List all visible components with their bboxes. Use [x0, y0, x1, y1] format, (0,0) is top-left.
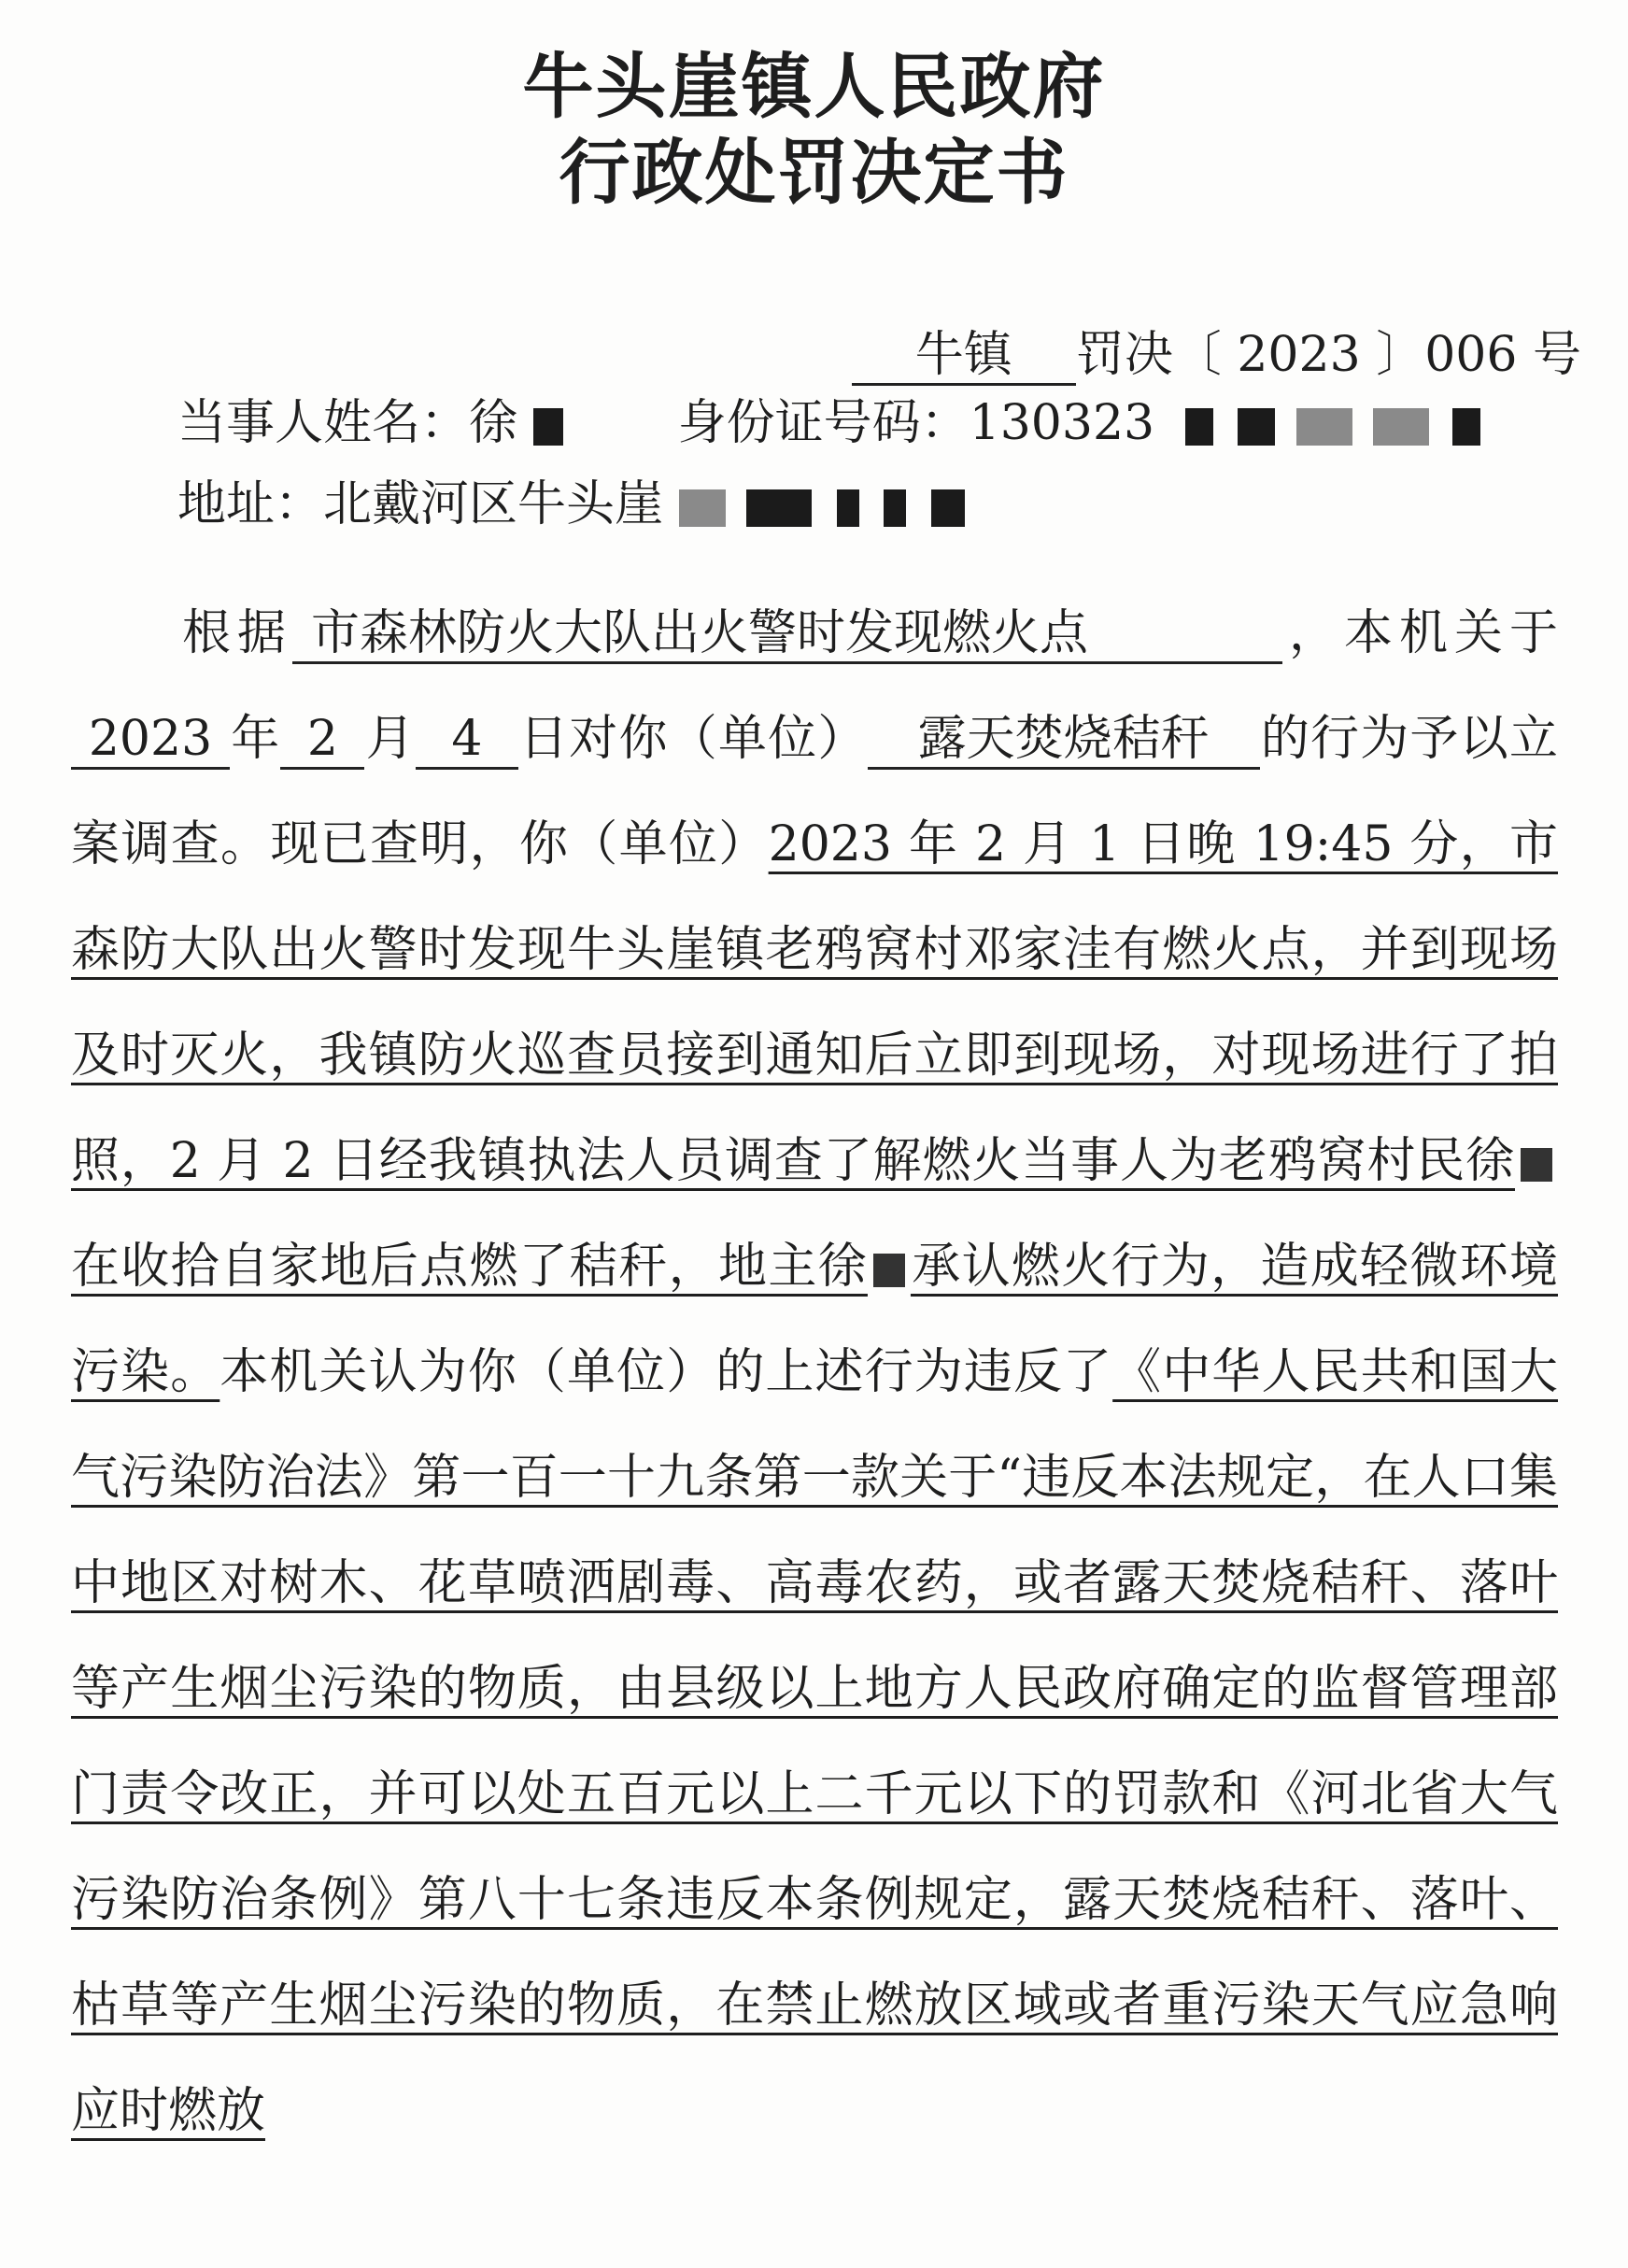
redaction-mark	[1185, 408, 1213, 446]
redaction-mark	[884, 489, 906, 527]
title-line-1: 牛头崖镇人民政府	[522, 45, 1106, 128]
address-label: 地址：	[177, 476, 324, 532]
behavior-tail: 的行为予以	[1259, 711, 1509, 767]
case-date-month: 2	[280, 711, 364, 770]
redaction-mark	[837, 489, 859, 527]
redaction-mark	[746, 489, 812, 527]
redaction-mark	[931, 489, 965, 527]
redaction-mark	[1521, 1148, 1552, 1182]
findings-text-3: 承认燃火行为，造成轻微环境污染。	[71, 1239, 1558, 1400]
basis-source: 市森林防火大队出火警时发现燃火点	[292, 605, 1282, 664]
party-id-label: 身份证号码：	[677, 395, 970, 451]
conclusion: 本机关认为你（单位）的上述行为违反了	[219, 1344, 1113, 1400]
law-text: 《中华人民共和国大气污染防治法》第一百一十九条第一款关于“违反本法规定，在人口集中地区对树木、花草喷洒剧毒、高毒农药，或者露天焚烧秸秆、落叶等产生烟尘污染的物质，由县级以上地方人民政府确定的监督管理部门责令改正，并可以处五百元以上二千元以下的罚款和《河北省大气污染防治条例》第八十七条违反本条例规定，露天焚烧秸秆、落叶、枯草等产生烟尘污染的物质，在禁止燃放区域或者重污染天气应急响应时燃放	[71, 1344, 1558, 2139]
party-line	[177, 390, 1480, 456]
party-name-label: 当事人姓名：	[177, 395, 470, 451]
doc-number-prefix: 牛镇	[852, 327, 1076, 386]
redaction-mark	[1373, 408, 1429, 446]
doc-number-mid: 罚决〔 2023 〕006 号	[1075, 327, 1581, 383]
party-name-value: 徐	[469, 395, 518, 451]
case-date-day: 4	[416, 711, 518, 770]
redaction-mark	[679, 489, 726, 527]
basis-tail: ，本机关于	[1282, 605, 1558, 661]
day-unit: 日对你（单位）	[517, 711, 868, 767]
year-unit: 年	[230, 711, 281, 767]
case-date-year: 2023	[71, 711, 230, 770]
title-line-2: 行政处罚决定书	[559, 131, 1069, 214]
findings-lead: 立案调查。现已查明，你（单位）	[71, 711, 1558, 872]
party-id-value: 130323	[969, 395, 1155, 451]
month-unit: 月	[364, 711, 416, 767]
redaction-mark	[1296, 408, 1352, 446]
findings-text-2: 在收拾自家地后点燃了秸秆，地主徐	[71, 1239, 868, 1295]
redaction-mark	[873, 1254, 905, 1287]
address-value: 北戴河区牛头崖	[323, 476, 664, 532]
basis-lead: 根据	[176, 605, 292, 661]
redaction-mark	[1452, 408, 1480, 446]
findings-text-1: 2023 年 2 月 1 日晚 19:45 分，市森防大队出火警时发现牛头崖镇老鸦窝村邓家洼有燃火点，并到现场及时灭火，我镇防火巡查员接到通知后立即到现场，对现场进行了拍照，2 月 2 日经我镇执法人员调查了解燃火当事人为老鸦窝村民徐	[71, 816, 1558, 1189]
document-number	[852, 322, 1581, 388]
redaction-mark	[533, 408, 563, 446]
behavior: 露天焚烧秸秆	[868, 711, 1260, 770]
document-body	[71, 581, 1558, 2164]
redaction-mark	[1238, 408, 1275, 446]
address-line	[177, 472, 965, 537]
